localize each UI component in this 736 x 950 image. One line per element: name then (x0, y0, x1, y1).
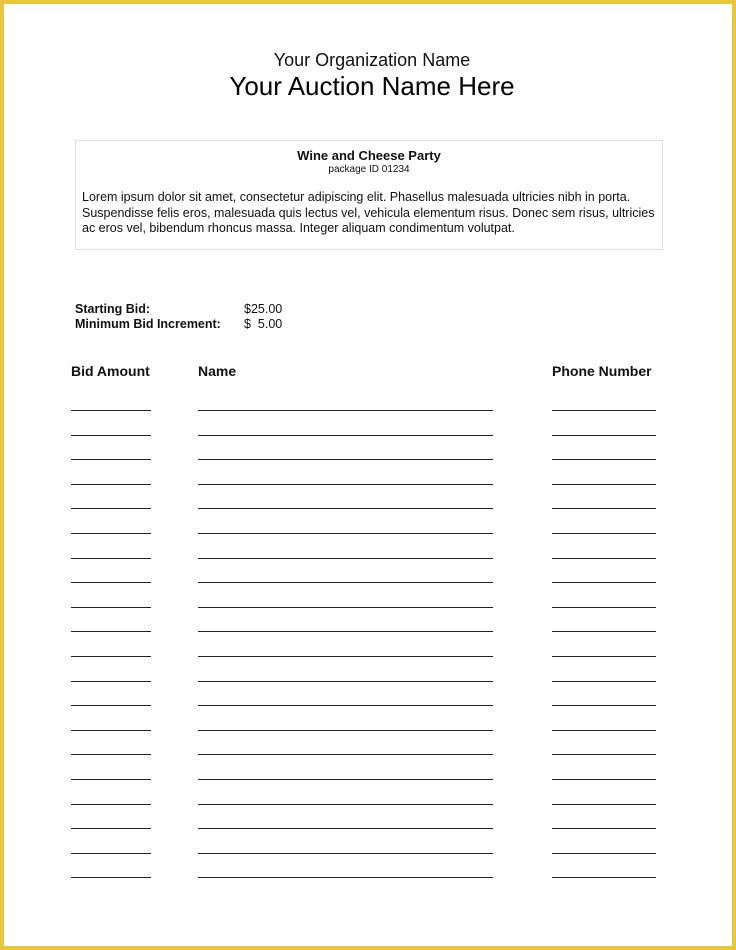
bid-amount-line (71, 754, 151, 755)
bid-row (4, 508, 736, 533)
bid-amount-line (71, 631, 151, 632)
bid-amount-line (71, 877, 151, 878)
name-line (198, 754, 493, 755)
bid-row (4, 754, 736, 779)
bid-amount-line (71, 533, 151, 534)
package-description: Lorem ipsum dolor sit amet, consectetur adipiscing elit. Phasellus malesuada ultricies nibh in porta. Suspendisse felis eros, malesuada quis lectus vel, vehicula elementum risus. Donec sem risus, ultricies ac eros vel, bibendum rhoncus massa. Integer aliquam condimentum volutpat. (82, 190, 655, 235)
bid-amount-line (71, 410, 151, 411)
phone-line (552, 754, 656, 755)
name-line (198, 410, 493, 411)
bid-row (4, 656, 736, 681)
phone-line (552, 853, 656, 854)
bid-row (4, 681, 736, 706)
name-line (198, 533, 493, 534)
phone-line (552, 681, 656, 682)
bid-amount-line (71, 705, 151, 706)
name-line (198, 607, 493, 608)
phone-line (552, 877, 656, 878)
starting-bid-label: Starting Bid: (75, 302, 150, 316)
phone-line (552, 607, 656, 608)
package-id: package ID 01234 (328, 164, 410, 175)
phone-line (552, 705, 656, 706)
name-line (198, 828, 493, 829)
bid-amount-line (71, 656, 151, 657)
bid-row (4, 631, 736, 656)
name-line (198, 484, 493, 485)
bid-amount-line (71, 484, 151, 485)
column-header-name: Name (198, 363, 237, 379)
bid-row (4, 730, 736, 755)
phone-line (552, 779, 656, 780)
name-line (198, 705, 493, 706)
bid-row (4, 435, 736, 460)
name-line (198, 853, 493, 854)
min-increment-value: $ 5.00 (244, 317, 283, 331)
bid-amount-line (71, 582, 151, 583)
name-line (198, 582, 493, 583)
phone-line (552, 533, 656, 534)
bid-amount-line (71, 435, 151, 436)
package-title: Wine and Cheese Party (297, 148, 441, 163)
bid-row (4, 607, 736, 632)
auction-name: Your Auction Name Here (229, 71, 515, 101)
phone-line (552, 459, 656, 460)
phone-line (552, 804, 656, 805)
bid-amount-line (71, 459, 151, 460)
bid-row (4, 828, 736, 853)
name-line (198, 558, 493, 559)
bid-row (4, 558, 736, 583)
name-line (198, 730, 493, 731)
bid-row (4, 484, 736, 509)
min-increment-label: Minimum Bid Increment: (75, 317, 221, 331)
phone-line (552, 730, 656, 731)
bid-amount-line (71, 853, 151, 854)
bid-row (4, 459, 736, 484)
phone-line (552, 558, 656, 559)
column-header-phone: Phone Number (552, 363, 652, 379)
bid-row (4, 705, 736, 730)
bid-row (4, 853, 736, 878)
phone-line (552, 410, 656, 411)
bid-rows (4, 410, 736, 902)
bid-amount-line (71, 681, 151, 682)
bid-amount-line (71, 730, 151, 731)
bid-amount-line (71, 779, 151, 780)
name-line (198, 459, 493, 460)
bid-amount-line (71, 828, 151, 829)
name-line (198, 508, 493, 509)
name-line (198, 877, 493, 878)
bid-amount-line (71, 804, 151, 805)
bid-row (4, 779, 736, 804)
name-line (198, 681, 493, 682)
bid-row (4, 804, 736, 829)
bid-amount-line (71, 607, 151, 608)
name-line (198, 631, 493, 632)
phone-line (552, 484, 656, 485)
bid-amount-line (71, 508, 151, 509)
phone-line (552, 656, 656, 657)
phone-line (552, 828, 656, 829)
name-line (198, 435, 493, 436)
bid-amount-line (71, 558, 151, 559)
name-line (198, 804, 493, 805)
name-line (198, 779, 493, 780)
bid-row (4, 877, 736, 902)
phone-line (552, 508, 656, 509)
column-header-bid-amount: Bid Amount (71, 363, 150, 379)
phone-line (552, 582, 656, 583)
phone-line (552, 631, 656, 632)
starting-bid-value: $25.00 (244, 302, 283, 316)
bid-row (4, 410, 736, 435)
organization-name: Your Organization Name (273, 50, 471, 70)
phone-line (552, 435, 656, 436)
name-line (198, 656, 493, 657)
package-box (75, 140, 663, 250)
bid-row (4, 582, 736, 607)
bid-row (4, 533, 736, 558)
